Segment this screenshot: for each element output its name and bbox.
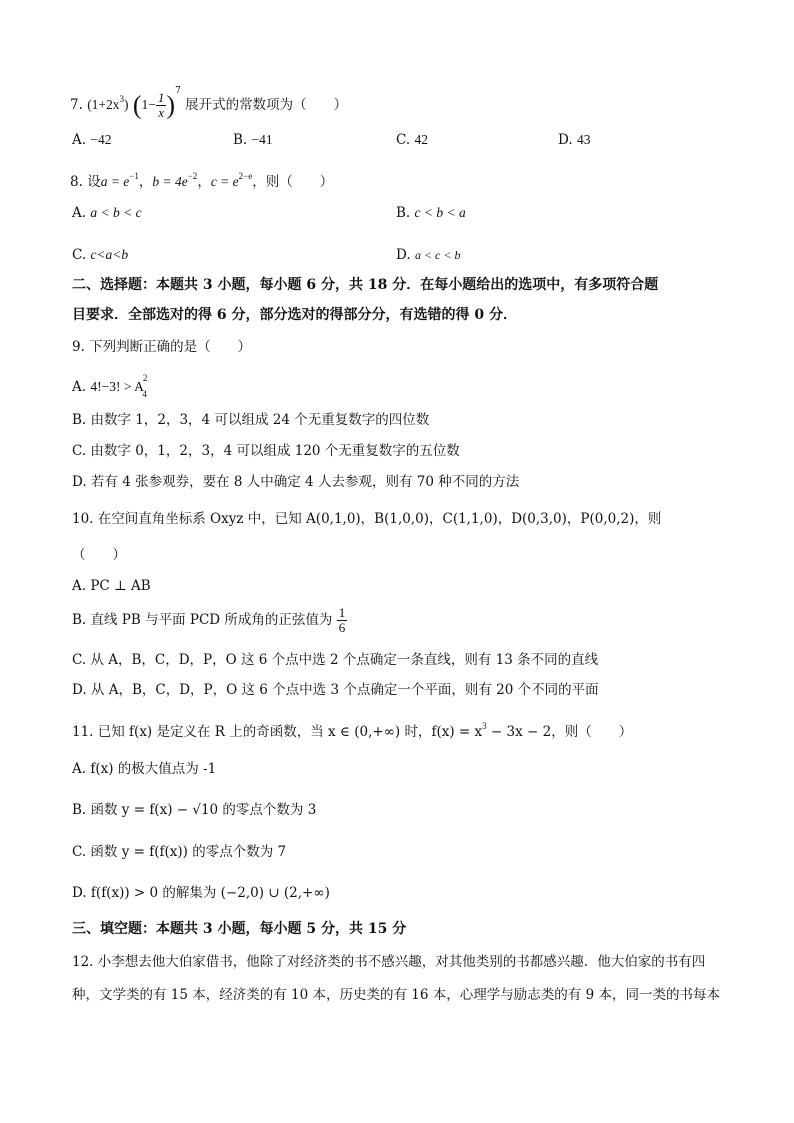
q8-option-d: D. a < c < b: [396, 247, 461, 263]
q8-option-a: A. a < b < c: [72, 205, 142, 221]
q9-stem: 9. 下列判断正确的是（ ）: [72, 339, 252, 355]
q12-line2: 种，文学类的有 15 本，经济类的有 10 本，历史类的有 16 本，心理学与励志类的有 9 本，同一类的书每本: [72, 987, 720, 1003]
q7-fraction: $\frac{1}{x}$: [157, 90, 165, 120]
q8-stem: 8. 设$a = e^{-1}$，$b = 4e^{-2}$，$c = e^{2-e}$，则（ ）: [70, 171, 334, 190]
q10-option-a: A. PC ⊥ AB: [72, 578, 151, 594]
q7-option-c: C. 42: [396, 132, 428, 148]
q11-option-c: C. 函数 y = f(f(x)) 的零点个数为 7: [72, 844, 287, 860]
section-2-heading-line2: 目要求．全部选对的得 6 分，部分选对的得部分分，有选错的得 0 分．: [72, 307, 517, 323]
q9-option-d: D. 若有 4 张参观券，要在 8 人中确定 4 人去参观，则有 70 种不同的方法: [72, 474, 520, 490]
q10-fraction: $\frac{1}{6}$: [338, 605, 346, 635]
q7-exponent: 7: [175, 86, 181, 96]
q10-option-d: D. 从 A，B，C，D，P，O 这 6 个点中选 3 个点确定一个平面，则有 20 个不同的平面: [72, 682, 599, 698]
q7-factor1: $(1+2x^3)$: [87, 94, 129, 112]
q8-option-b: B. c < b < a: [396, 205, 466, 221]
section-2-heading-line1: 二、选择题：本题共 3 小题，每小题 6 分，共 18 分．在每小题给出的选项中，有多项符合题: [72, 277, 659, 293]
section-3-heading: 三、填空题：本题共 3 小题，每小题 5 分，共 15 分: [72, 921, 407, 937]
q7-stem: 7. $(1+2x^3)$ (1− $\frac{1}{x}$ )$^7$ 展开式的常数项为（ ）: [70, 86, 348, 120]
q10-stem: 10. 在空间直角坐标系 Oxyz 中，已知 A(0,1,0)，B(1,0,0)，C(1,1,0)，D(0,3,0)，P(0,0,2)，则: [72, 511, 662, 527]
q10-option-c: C. 从 A，B，C，D，P，O 这 6 个点中选 2 个点确定一条直线，则有 13 条不同的直线: [72, 652, 599, 668]
q11-stem: 11. 已知 f(x) 是定义在 R 上的奇函数，当 x ∈ (0,+∞) 时，$f(x) = x^3 - 3x - 2$，则（ ）: [72, 721, 633, 740]
q7-option-d: D. 43: [558, 132, 591, 148]
q11-option-a: A. f(x) 的极大值点为 -1: [72, 761, 217, 777]
q7-tail: 展开式的常数项为（ ）: [185, 97, 348, 113]
q8-option-c: C. c<a<b: [72, 247, 129, 263]
q7-number: 7.: [70, 97, 83, 113]
q11-option-b: B. 函数 y = f(x) − √10 的零点个数为 3: [72, 802, 317, 818]
q9-option-b: B. 由数字 1，2，3，4 可以组成 24 个无重复数字的四位数: [72, 412, 430, 428]
q10-paren: （ ）: [72, 547, 126, 563]
q7-option-b: B. −41: [233, 132, 273, 148]
q9-option-a: A. 4!−3! > $A^2_4$: [72, 373, 148, 399]
q7-option-a: A. −42: [72, 132, 112, 148]
q9-option-c: C. 由数字 0，1，2，3，4 可以组成 120 个无重复数字的五位数: [72, 443, 460, 459]
q10-option-b: B. 直线 PB 与平面 PCD 所成角的正弦值为 $\frac{1}{6}$: [72, 605, 346, 635]
q12-line1: 12. 小李想去他大伯家借书，他除了对经济类的书不感兴趣，对其他类别的书都感兴趣．他大伯家的书有四: [72, 954, 706, 970]
q11-option-d: D. f(f(x)) > 0 的解集为 (−2,0) ∪ (2,+∞): [72, 885, 330, 901]
